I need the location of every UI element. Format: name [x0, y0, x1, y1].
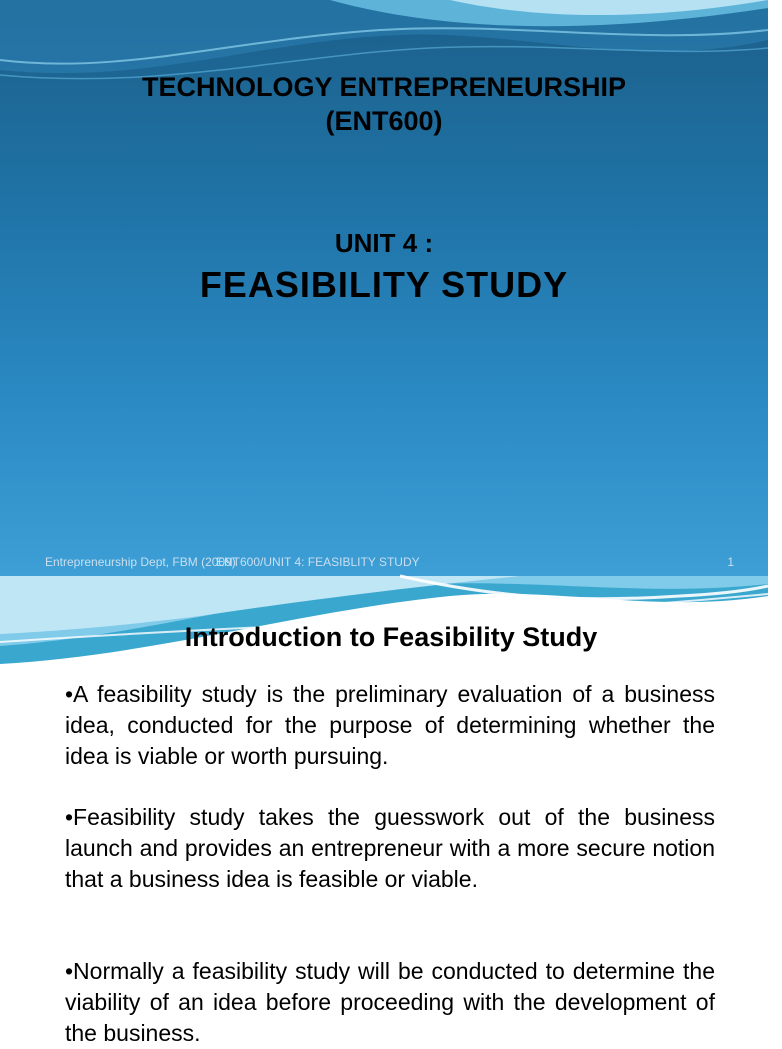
- slide-number: 1: [727, 555, 734, 569]
- content-slide: [0, 576, 768, 1046]
- course-title: [0, 70, 768, 138]
- paragraph-viability: •Normally a feasibility study will be conducted to determine the viability of an idea before proceeding with the development of the business.: [65, 958, 715, 1046]
- course-title-line-1: TECHNOLOGY ENTREPRENEURSHIP: [141, 72, 627, 102]
- footer-department: Entrepreneurship Dept, FBM (2009): [45, 555, 236, 569]
- paragraph-definition: •A feasibility study is the preliminary evaluation of a business idea, conducted for the purpose of determining whether the idea is viable or worth pursuing.: [65, 681, 715, 769]
- footer-course-unit: ENT600/UNIT 4: FEASIBLITY STUDY: [216, 555, 420, 569]
- unit-label: UNIT 4 :: [334, 228, 434, 258]
- course-title-line-2: (ENT600): [325, 106, 443, 136]
- slide-title: Introduction to Feasibility Study: [184, 622, 598, 652]
- unit-title: FEASIBILITY STUDY: [199, 264, 569, 305]
- paragraph-guesswork: •Feasibility study takes the guesswork out of the business launch and provides an entrepreneur with a more secure notion that a business idea is feasible or viable.: [65, 804, 715, 892]
